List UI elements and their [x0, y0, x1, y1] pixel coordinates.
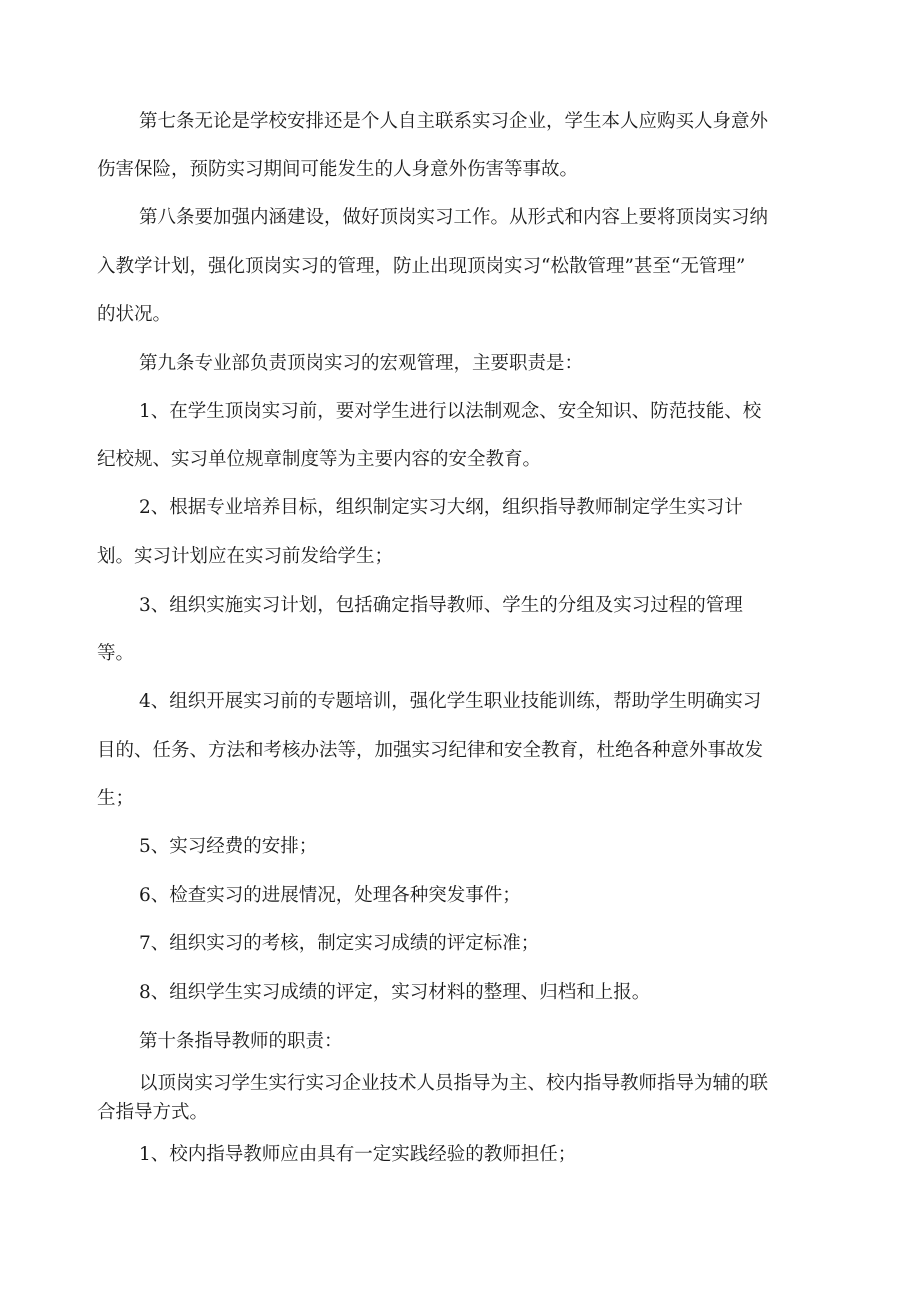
item-9-5-line-1: 5、实习经费的安排； [139, 836, 318, 857]
article-8-line-2: 入教学计划，强化顶岗实习的管理，防止出现顶岗实习“松散管理”甚至“无管理” [97, 256, 746, 277]
item-9-4-line-1: 4、组织开展实习前的专题培训，强化学生职业技能训练，帮助学生明确实习 [139, 691, 762, 712]
article-8-line-1: 第八条要加强内涵建设，做好顶岗实习工作。从形式和内容上要将顶岗实习纳 [139, 207, 769, 228]
article-10-line-1: 第十条指导教师的职责： [139, 1031, 343, 1052]
article-8-line-3: 的状况。 [97, 304, 172, 325]
article-10-intro-line-1: 以顶岗实习学生实行实习企业技术人员指导为主、校内指导教师指导为辅的联 [139, 1073, 769, 1094]
item-9-2-line-1: 2、根据专业培养目标，组织制定实习大纲，组织指导教师制定学生实习计 [139, 497, 743, 518]
item-9-6-line-1: 6、检查实习的进展情况，处理各种突发事件； [139, 885, 521, 906]
item-9-2-line-2: 划。实习计划应在实习前发给学生； [97, 546, 394, 567]
article-10-intro-line-2: 合指导方式。 [97, 1102, 209, 1123]
item-9-7-line-1: 7、组织实习的考核，制定实习成绩的评定标准； [139, 933, 540, 954]
item-9-4-line-3: 生； [97, 788, 135, 809]
item-9-3-line-2: 等。 [97, 643, 135, 664]
item-9-3-line-1: 3、组织实施实习计划，包括确定指导教师、学生的分组及实习过程的管理 [139, 595, 743, 616]
article-7-line-1: 第七条无论是学校安排还是个人自主联系实习企业，学生本人应购买人身意外 [139, 111, 769, 132]
article-9-line-1: 第九条专业部负责顶岗实习的宏观管理，主要职责是： [139, 353, 584, 374]
article-7-line-2: 伤害保险，预防实习期间可能发生的人身意外伤害等事故。 [97, 159, 579, 180]
item-10-1-line-1: 1、校内指导教师应由具有一定实践经验的教师担任； [139, 1144, 577, 1165]
item-9-1-line-2: 纪校规、实习单位规章制度等为主要内容的安全教育。 [97, 449, 542, 470]
item-9-8-line-1: 8、组织学生实习成绩的评定，实习材料的整理、归档和上报。 [139, 982, 651, 1003]
item-9-4-line-2: 目的、任务、方法和考核办法等，加强实习纪律和安全教育，杜绝各种意外事故发 [97, 740, 764, 761]
item-9-1-line-1: 1、在学生顶岗实习前，要对学生进行以法制观念、安全知识、防范技能、校 [139, 401, 762, 422]
